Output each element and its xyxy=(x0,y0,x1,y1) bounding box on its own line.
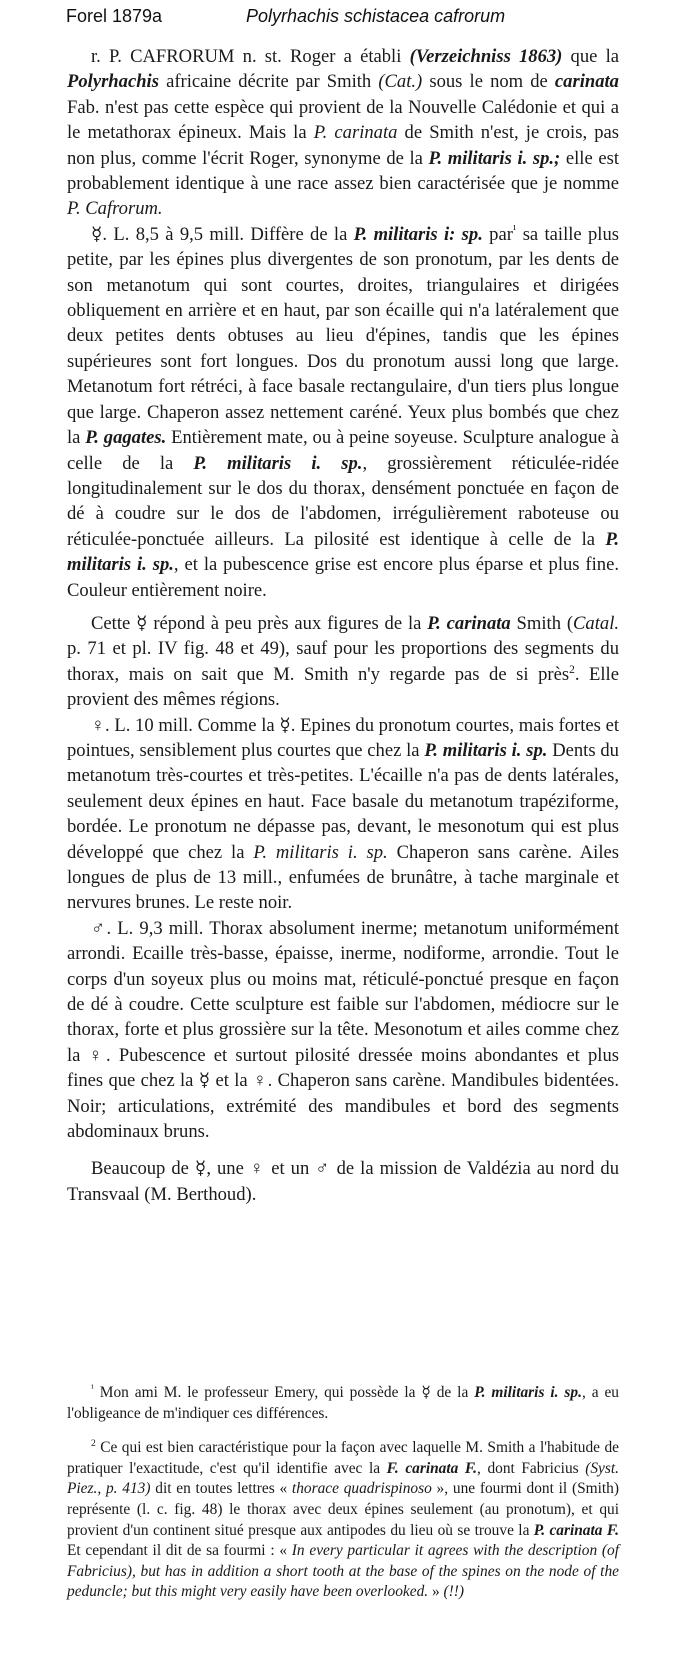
footnote-marker: 2 xyxy=(569,663,575,676)
text-run: P. militaris i. sp. xyxy=(193,452,363,474)
text-run: , grossièrement réticulée-ridée longitudinalement sur le dos du thorax, densément ponctuée en façon de dé à coudre sur le dos de l'abdomen, irrégulièrement raboteuse ou réticulée-ponctuée ailleurs. La pilosité est identique à celle de la xyxy=(67,452,619,550)
text-run: Entièrement mate, ou à peine soyeuse. Sculpture analogue à celle de la xyxy=(67,427,619,474)
text-run: africaine décrite par Smith xyxy=(158,71,379,93)
paragraph-smith-comparison xyxy=(67,611,619,713)
text-run: P. militaris i. sp. xyxy=(424,739,548,761)
text-run: , dont Fabricius xyxy=(477,1459,586,1477)
text-run: P. gagates. xyxy=(85,427,167,449)
text-run: Et cependant il dit de sa fourmi : « xyxy=(67,1542,292,1560)
footnote-2 xyxy=(67,1438,619,1603)
text-run: ♀. L. 10 mill. Comme la ☿. Epines du pronotum courtes, mais fortes et pointues, sensiblement plus courtes que chez la xyxy=(67,714,619,761)
text-run: (!!) xyxy=(443,1583,465,1601)
header-author-year: Forel 1879a xyxy=(66,6,163,26)
text-run: P. Cafrorum. xyxy=(67,198,163,220)
text-run: , et la pubescence grise est encore plus éparse et plus fine. Couleur entièrement noire. xyxy=(67,554,619,601)
text-run: Ce qui est bien caractéristique pour la façon avec laquelle M. Smith a l'habitude de pratiquer l'exactitude, c'est qu'il identifie avec la xyxy=(67,1439,619,1477)
text-run: sa taille plus petite, par les épines plus divergentes de son pronotum, par les dents de son metanotum qui sont courtes, droites, triangulaires et dirigées obliquement en arrière et en haut, par son écaille qui n'a latéralement que deux petites dents obtuses au lieu d'épines, tandis que les épines supérieures sont fort longues. Dos du pronotum aussi long que large. Metanotum fort rétréci, à face basale rectangulaire, d'un tiers plus longue que large. Chaperon assez nettement caréné. Yeux plus bombés que chez la xyxy=(67,223,620,449)
text-run: (Verzeichniss 1863) xyxy=(409,46,563,67)
text-run: P. militaris i: sp. xyxy=(353,223,483,245)
footnotes xyxy=(67,1383,619,1603)
text-run: Polyrhachis xyxy=(67,71,159,93)
text-run: carinata xyxy=(554,71,619,93)
text-run: (Syst. Piez., p. 413) xyxy=(67,1459,619,1498)
paragraph-male xyxy=(67,916,619,1145)
text-run: F. carinata F. xyxy=(386,1459,478,1477)
text-run: (Cat.) xyxy=(378,71,423,93)
text-run: Fab. n'est pas cette espèce qui provient de la Nouvelle Calédonie et qui a le metathorax épineux. Mais la xyxy=(67,96,619,144)
text-run: P. militaris i. sp.; xyxy=(428,147,561,169)
footnote-1 xyxy=(67,1383,619,1424)
paragraph-cafrorum-intro xyxy=(67,44,619,222)
text-run: r. P. CAFRORUM n. st. Roger a établi xyxy=(91,46,410,67)
text-run: elle est probablement identique à une race assez bien caractérisée que je nomme xyxy=(67,147,619,195)
text-run: P. carinata F. xyxy=(533,1521,619,1539)
footnote-marker: ¹ xyxy=(512,223,517,236)
text-run: ☿. L. 8,5 à 9,5 mill. Diffère de la xyxy=(91,223,354,245)
text-run: sous le nom de xyxy=(422,71,555,93)
text-run: par xyxy=(482,223,513,245)
text-run: Mon ami M. le professeur Emery, qui possède la ☿ de la xyxy=(93,1384,475,1401)
text-run: Dents du metanotum très-courtes et très-petites. L'écaille n'a pas de dents latérales, seulement deux épines en haut. Face basale du metanotum trapéziforme, bordée. Le pronotum ne dépasse pas, devant, le mesonotum qui est plus développé que chez la xyxy=(67,739,619,863)
text-run: P. militaris i. sp. xyxy=(253,841,388,863)
text-run: de Smith n'est, je crois, pas non plus, comme l'écrit Roger, synonyme de la xyxy=(67,122,619,169)
text-run: In every particular it agrees with the description (of Fabricius), but has in addition a short tooth at the base of the spines on the node of the peduncle; but this might very easily have been overlooked. xyxy=(67,1542,619,1601)
page-header xyxy=(66,6,646,32)
text-run: que la xyxy=(562,46,620,67)
text-run: Cette ☿ répond à peu près aux figures de la xyxy=(91,612,428,634)
text-run: P. carinata xyxy=(313,122,398,144)
paragraph-material xyxy=(67,1156,619,1207)
text-run: Chaperon sans carène. Ailes longues de plus de 13 mill., enfumées de brunâtre, à tache marginale et nervures brunes. Le reste noir. xyxy=(67,841,619,914)
paragraph-worker xyxy=(67,222,619,603)
text-run: Beaucoup de ☿, une ♀ et un ♂ de la mission de Valdézia au nord du Transvaal (M. Berthoud). xyxy=(67,1158,619,1205)
text-run: thorace quadrispinoso xyxy=(291,1480,432,1498)
text-run: P. militaris i. sp. xyxy=(474,1384,582,1401)
text-run: », une fourmi dont il (Smith) représente (l. c. fig. 48) le thorax avec deux épines seulement (au pronotum), et qui provient d'un continent situé presque aux antipodes du lieu où se trouve la xyxy=(67,1480,619,1539)
text-run: ♂. L. 9,3 mill. Thorax absolument inerme; metanotum uniformément arrondi. Ecaille très-basse, épaisse, inerme, nodiforme, arrondie. Tout le corps d'un soyeux plus ou moins mat, réticulé-ponctué presque en façon de dé à coudre. Cette sculpture est faible sur l'abdomen, médiocre sur le thorax, forte et plus grossière sur la tête. Mesonotum et ailes comme chez la ♀. Pubescence et surtout pilosité dressée moins abondantes et plus fines que chez la ☿ et la ♀. Chaperon sans carène. Mandibules bidentées. Noir; articulations, extrémité des mandibules et bord des segments abdominaux bruns. xyxy=(67,917,619,1143)
text-run: P. militaris i. sp. xyxy=(67,528,619,576)
text-run: p. 71 et pl. IV fig. 48 et 49), sauf pour les proportions des segments du thorax, mais on sait que M. Smith n'y regarde pas de si près xyxy=(67,638,619,685)
paragraph-female xyxy=(67,713,619,916)
text-run: Smith ( xyxy=(510,612,574,634)
footnote-number: ¹ xyxy=(91,1382,94,1394)
text-run: P. carinata xyxy=(427,612,511,634)
text-run: » xyxy=(428,1583,444,1601)
text-run: , a eu l'obligeance de m'indiquer ces différences. xyxy=(67,1384,619,1422)
footnote-number: 2 xyxy=(91,1438,96,1450)
text-run: Catal. xyxy=(573,612,620,634)
text-run: . Elle provient des mêmes régions. xyxy=(67,663,619,711)
main-text xyxy=(67,44,619,1207)
text-run: dit en toutes lettres « xyxy=(150,1480,292,1498)
header-title: Polyrhachis schistacea cafrorum xyxy=(246,6,506,26)
